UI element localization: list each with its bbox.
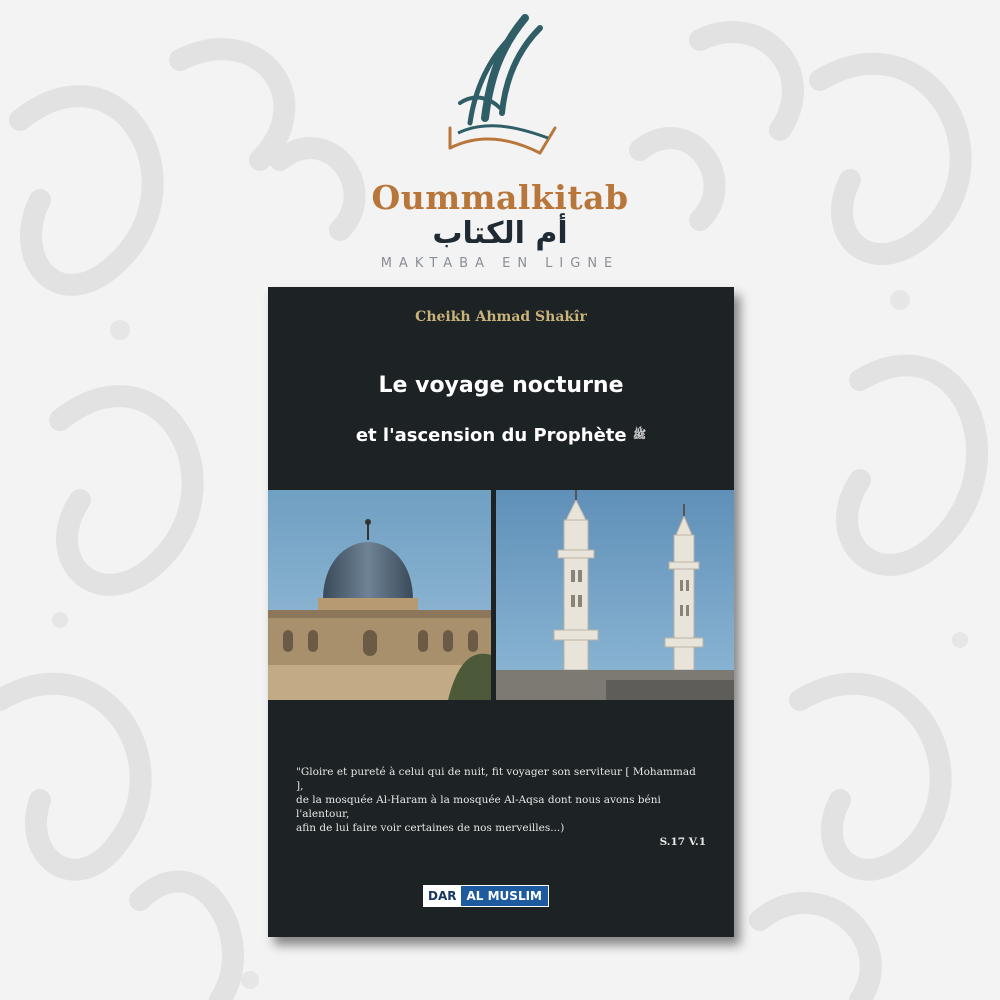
brand-name: Oummalkitab bbox=[371, 178, 629, 217]
quote-line-3: afin de lui faire voir certaines de nos merveilles...) bbox=[296, 822, 565, 834]
book-cover bbox=[268, 287, 734, 937]
book-title-line2-text: et l'ascension du Prophète bbox=[355, 425, 627, 446]
dome-mosque-photo bbox=[268, 490, 491, 700]
book-title-line2 bbox=[268, 425, 734, 446]
honorific-symbol: ﷺ bbox=[632, 428, 647, 441]
quill-book-logo-icon bbox=[430, 8, 570, 168]
brand-tagline: MAKTABA EN LIGNE bbox=[380, 256, 620, 271]
book-title-line1: Le voyage nocturne bbox=[378, 373, 624, 398]
quote-line-1: "Gloire et pureté à celui qui de nuit, fit voyager son serviteur [ Mohammad ], bbox=[296, 766, 696, 792]
quote-reference: S.17 V.1 bbox=[659, 836, 706, 848]
book-author: Cheikh Ahmad Shakîr bbox=[415, 309, 587, 325]
brand-name-arabic: أم الكتاب bbox=[432, 216, 568, 251]
quote-line-2: de la mosquée Al-Haram à la mosquée Al-Aqsa dont nous avons béni l'alentour, bbox=[296, 794, 661, 820]
publisher-name-part2: AL MUSLIM bbox=[461, 886, 549, 906]
book-quote bbox=[296, 765, 706, 849]
minarets-photo bbox=[496, 490, 734, 700]
site-logo[interactable] bbox=[0, 0, 1000, 285]
publisher-name-part1: DAR bbox=[424, 886, 461, 906]
publisher-logo bbox=[423, 885, 549, 907]
